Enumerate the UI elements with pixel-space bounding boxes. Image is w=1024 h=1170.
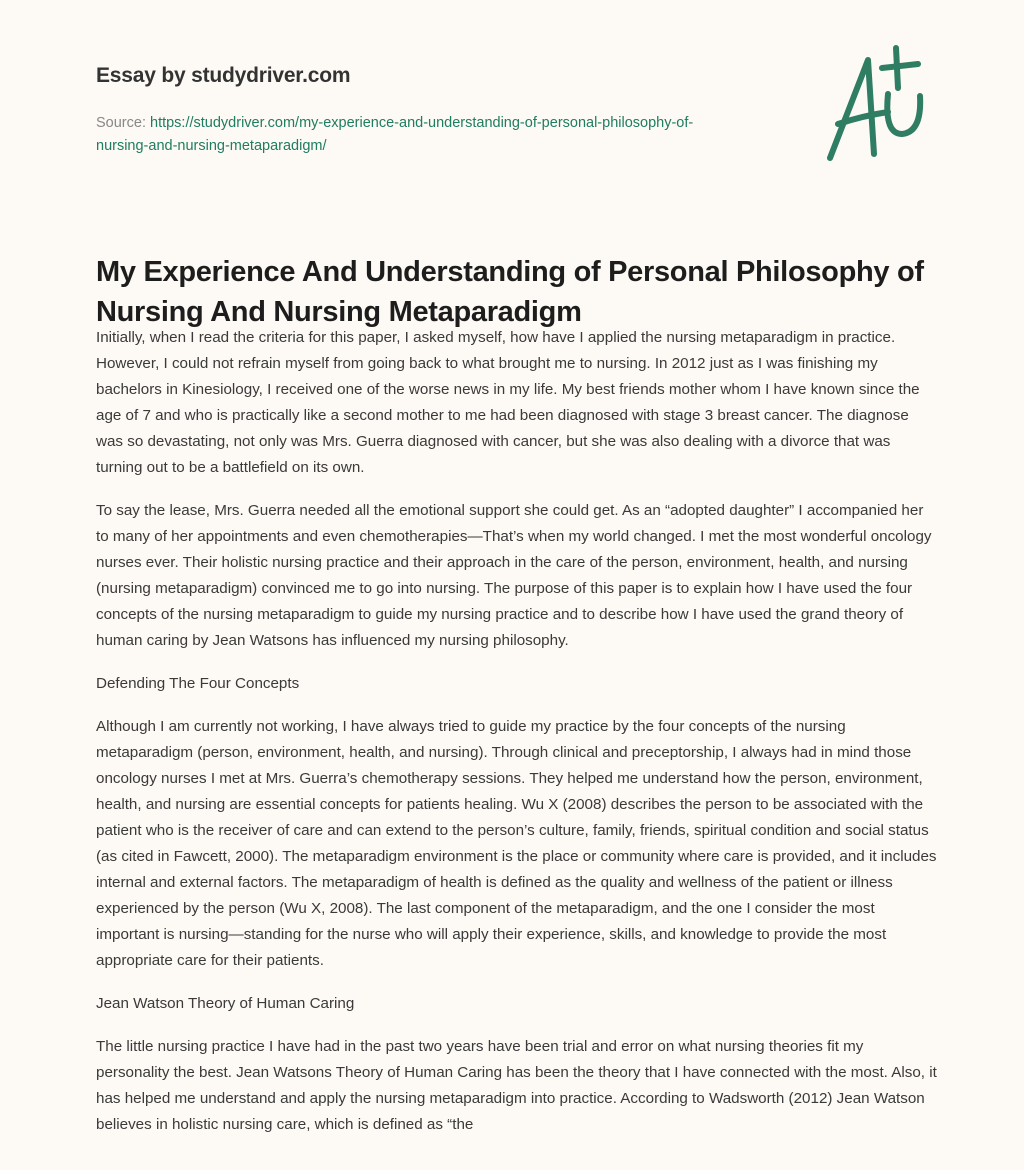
paragraph: To say the lease, Mrs. Guerra needed all the emotional support she could get. As an “adopted daughter” I accompanied her to many of her appointments and even chemotherapies—That’s when my world changed. I met the most wonderful oncology nurses ever. Their holistic nursing practice and their approach in the care of the person, environment, health, and nursing (nursing metaparadigm) convinced me to go into nursing. The purpose of this paper is to explain how I have used the four concepts of the nursing metaparadigm to guide my nursing practice and to describe how I have used the grand theory of human caring by Jean Watsons has influenced my nursing philosophy. xyxy=(96,502,932,649)
article-body xyxy=(96,325,938,1155)
article-title: My Experience And Understanding of Personal Philosophy of Nursing And Nursing Metaparadigm xyxy=(96,256,924,328)
source-line xyxy=(96,112,736,158)
a-plus-logo xyxy=(822,42,932,164)
site-brand: Essay by studydriver.com xyxy=(96,64,351,87)
paragraph: The little nursing practice I have had in the past two years have been trial and error on what nursing theories fit my personality the best. Jean Watsons Theory of Human Caring has been the theory that I have connected with the most. Also, it has helped me understand and apply the nursing metaparadigm into practice. According to Wadsworth (2012) Jean Watson believes in holistic nursing care, which is defined as “the xyxy=(96,1038,937,1133)
source-link[interactable]: https://studydriver.com/my-experience-and-understanding-of-personal-philosophy-of-nursing-and-nursing-metaparadigm/ xyxy=(96,115,694,154)
paragraph: Initially, when I read the criteria for this paper, I asked myself, how have I applied the nursing metaparadigm in practice. However, I could not refrain myself from going back to what brought me to nursing. In 2012 just as I was finishing my bachelors in Kinesiology, I received one of the worse news in my life. My best friends mother whom I have known since the age of 7 and who is practically like a second mother to me had been diagnosed with stage 3 breast cancer. The diagnose was so devastating, not only was Mrs. Guerra diagnosed with cancer, but she was also dealing with a divorce that was turning out to be a battlefield on its own. xyxy=(96,329,920,476)
source-label: Source: xyxy=(96,115,150,131)
section-heading: Defending The Four Concepts xyxy=(96,675,300,692)
paragraph: Although I am currently not working, I have always tried to guide my practice by the four concepts of the nursing metaparadigm (person, environment, health, and nursing). Through clinical and preceptorship, I always had in mind those oncology nurses I met at Mrs. Guerra’s chemotherapy sessions. They helped me understand how the person, environment, health, and nursing are essential concepts for patients healing. Wu X (2008) describes the person to be associated with the patient who is the receiver of care and can extend to the person’s culture, family, friends, spiritual condition and social status (as cited in Fawcett, 2000). The metaparadigm environment is the place or community where care is provided, and it includes internal and external factors. The metaparadigm of health is defined as the quality and wellness of the patient or illness experienced by the person (Wu X, 2008). The last component of the metaparadigm, and the one I consider the most important is nursing—standing for the nurse who will apply their experience, skills, and knowledge to provide the most appropriate care for their patients. xyxy=(96,718,937,969)
section-heading: Jean Watson Theory of Human Caring xyxy=(96,995,355,1012)
